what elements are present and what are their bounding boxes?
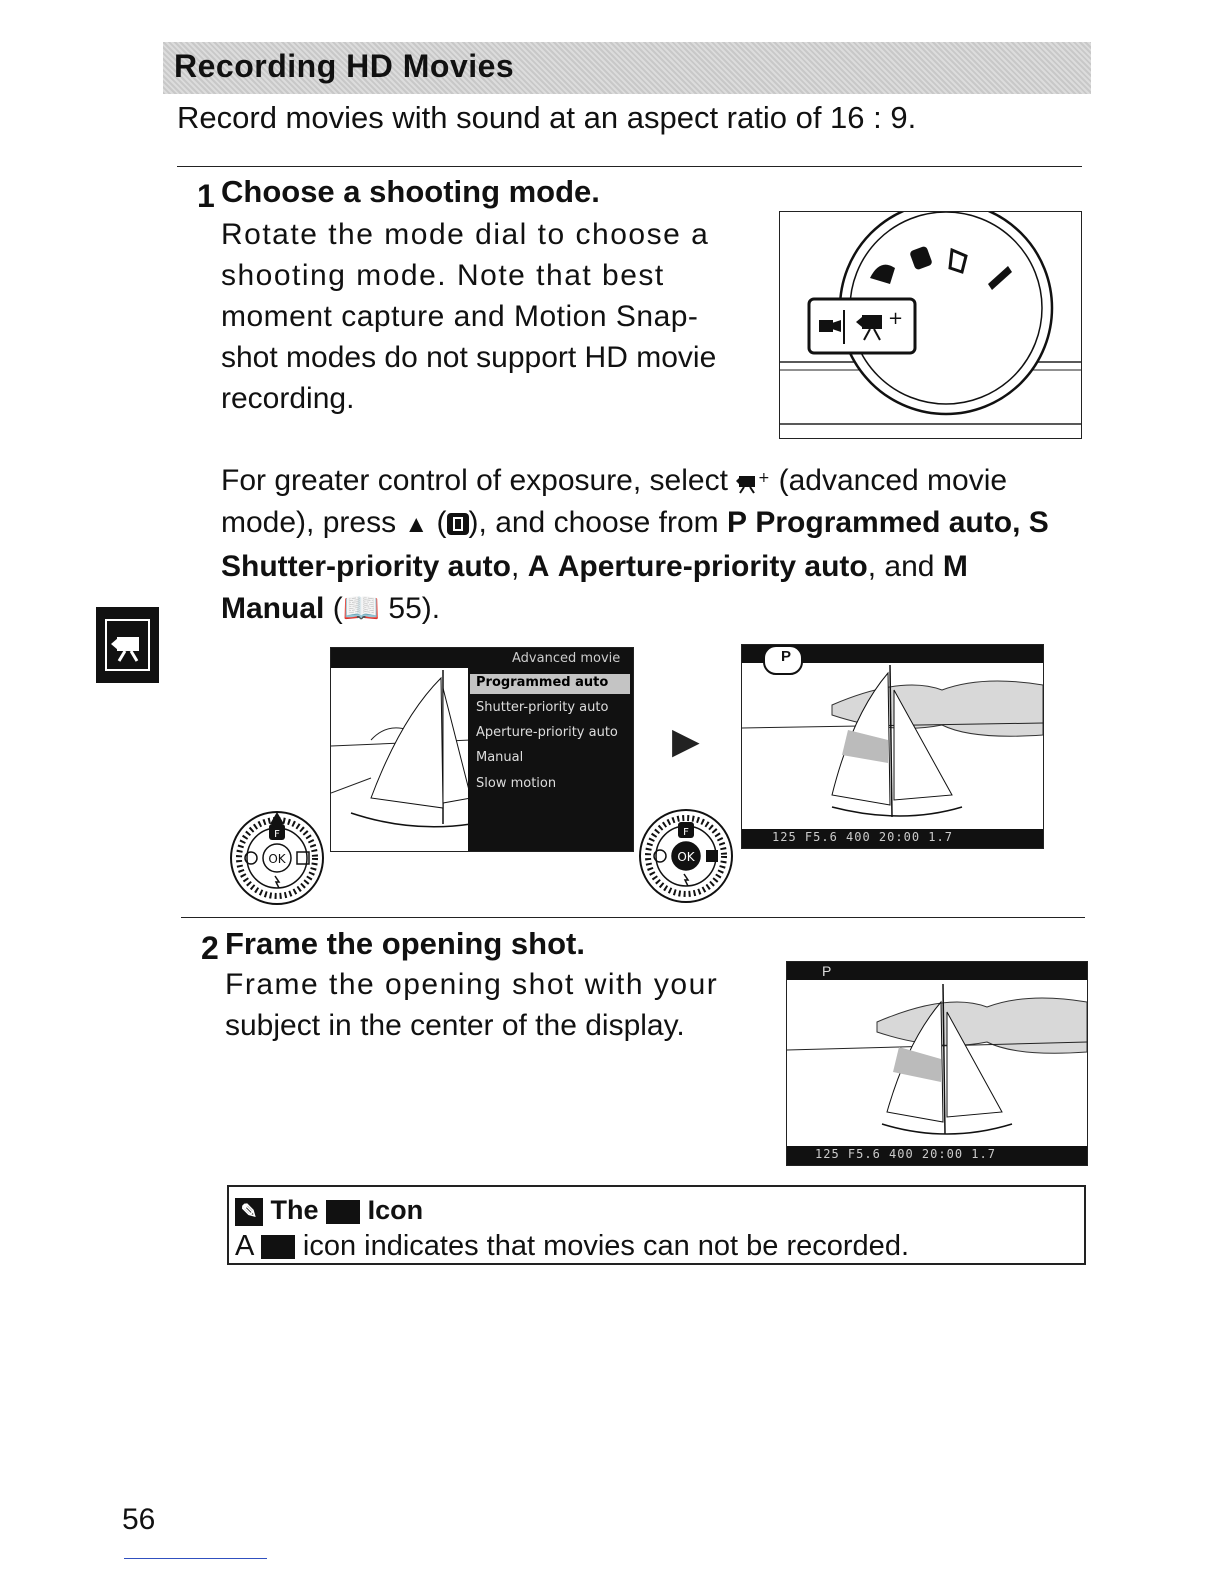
live-view-screen bbox=[786, 961, 1088, 1166]
mode-letter: A bbox=[527, 550, 550, 583]
step-paragraph bbox=[221, 460, 1091, 630]
page-number-underline bbox=[124, 1558, 267, 1559]
live-view-screen bbox=[741, 644, 1044, 849]
svg-text:+: + bbox=[888, 308, 904, 329]
text-line: subject in the center of the display. bbox=[225, 1009, 685, 1042]
svg-text:+: + bbox=[758, 470, 770, 487]
mode-letter: S bbox=[1028, 506, 1049, 539]
mode-dial-figure bbox=[779, 211, 1082, 439]
menu-item[interactable]: Manual bbox=[476, 750, 524, 765]
movie-icon bbox=[105, 619, 150, 671]
mode-letter: M bbox=[942, 550, 968, 583]
menu-screen-figure bbox=[330, 647, 634, 852]
book-icon: 📖 bbox=[342, 592, 381, 625]
menu-item[interactable]: Shutter-priority auto bbox=[476, 700, 609, 715]
sailboat-illustration bbox=[787, 962, 1087, 1165]
note-title bbox=[235, 1195, 423, 1226]
text-span: For greater control of exposure, select bbox=[221, 464, 728, 497]
text-line: shooting mode. Note that best bbox=[221, 259, 665, 292]
step-title: Frame the opening shot. bbox=[225, 926, 585, 961]
mode-label: Programmed auto, bbox=[755, 506, 1021, 539]
step-text bbox=[225, 964, 718, 1046]
sailboat-illustration bbox=[742, 645, 1043, 848]
step-number: 1 bbox=[197, 178, 215, 214]
note-title-text: Icon bbox=[367, 1195, 424, 1225]
ok-label: OK bbox=[677, 850, 695, 864]
text-span: , bbox=[511, 550, 520, 583]
mode-letter: P bbox=[727, 506, 748, 539]
note-text-span: icon indicates that movies can not be recorded. bbox=[302, 1230, 910, 1262]
movie-chapter-tab bbox=[96, 607, 159, 683]
note-title-text: The bbox=[270, 1195, 319, 1225]
text-line: recording. bbox=[221, 382, 355, 415]
text-line: moment capture and Motion Snap- bbox=[221, 300, 699, 333]
no-movie-icon bbox=[261, 1235, 295, 1259]
text-span: mode), press bbox=[221, 506, 397, 539]
movie-menu-panel bbox=[468, 648, 633, 851]
note-box bbox=[227, 1185, 1086, 1265]
advanced-movie-icon bbox=[736, 470, 770, 494]
menu-item[interactable]: Programmed auto bbox=[476, 675, 609, 690]
mode-label: Aperture-priority auto bbox=[557, 550, 868, 583]
page-number: 56 bbox=[122, 1503, 156, 1536]
menu-title: Advanced movie bbox=[512, 651, 621, 666]
text-span: , and bbox=[867, 550, 935, 583]
status-bar: 125 F5.6 400 20:00 1.7 bbox=[815, 1147, 996, 1161]
menu-item[interactable]: Slow motion bbox=[476, 776, 557, 791]
divider bbox=[181, 917, 1085, 918]
intro-text: Record movies with sound at an aspect ratio of 16 : 9. bbox=[177, 100, 917, 135]
mode-dial-illustration bbox=[780, 212, 1081, 438]
step-title: Choose a shooting mode. bbox=[221, 174, 600, 209]
step-number: 2 bbox=[201, 930, 219, 966]
mode-label: Shutter-priority auto bbox=[221, 550, 511, 583]
text-span: ( bbox=[332, 592, 343, 625]
arrow-right-icon: ▶ bbox=[672, 720, 700, 761]
ok-label: OK bbox=[268, 852, 286, 866]
text-span: ( bbox=[436, 506, 447, 539]
no-movie-icon bbox=[326, 1200, 360, 1224]
f-button-icon bbox=[447, 513, 469, 535]
note-text bbox=[235, 1230, 909, 1263]
section-title: Recording HD Movies bbox=[174, 48, 515, 84]
multi-selector-dial bbox=[638, 808, 734, 904]
pencil-icon: ✎ bbox=[235, 1198, 263, 1226]
text-line: Rotate the mode dial to choose a bbox=[221, 218, 710, 251]
step-text bbox=[221, 214, 716, 419]
text-span: ), and choose from bbox=[468, 506, 719, 539]
status-bar: 125 F5.6 400 20:00 1.7 bbox=[772, 830, 953, 844]
multi-selector-dial bbox=[229, 810, 325, 906]
up-arrow-icon: ▲ bbox=[404, 511, 429, 538]
mode-label: Manual bbox=[221, 592, 325, 625]
menu-item[interactable]: Aperture-priority auto bbox=[476, 725, 618, 740]
text-span: (advanced movie bbox=[778, 464, 1008, 497]
text-line: shot modes do not support HD movie bbox=[221, 341, 717, 374]
page-reference: 55). bbox=[388, 592, 441, 625]
f-label: F bbox=[274, 829, 280, 840]
text-line: Frame the opening shot with your bbox=[225, 968, 719, 1001]
f-label: F bbox=[683, 827, 689, 838]
note-text-span: A bbox=[235, 1230, 253, 1262]
divider bbox=[177, 166, 1082, 167]
mode-indicator: P bbox=[781, 648, 792, 665]
mode-indicator: P bbox=[822, 963, 832, 979]
